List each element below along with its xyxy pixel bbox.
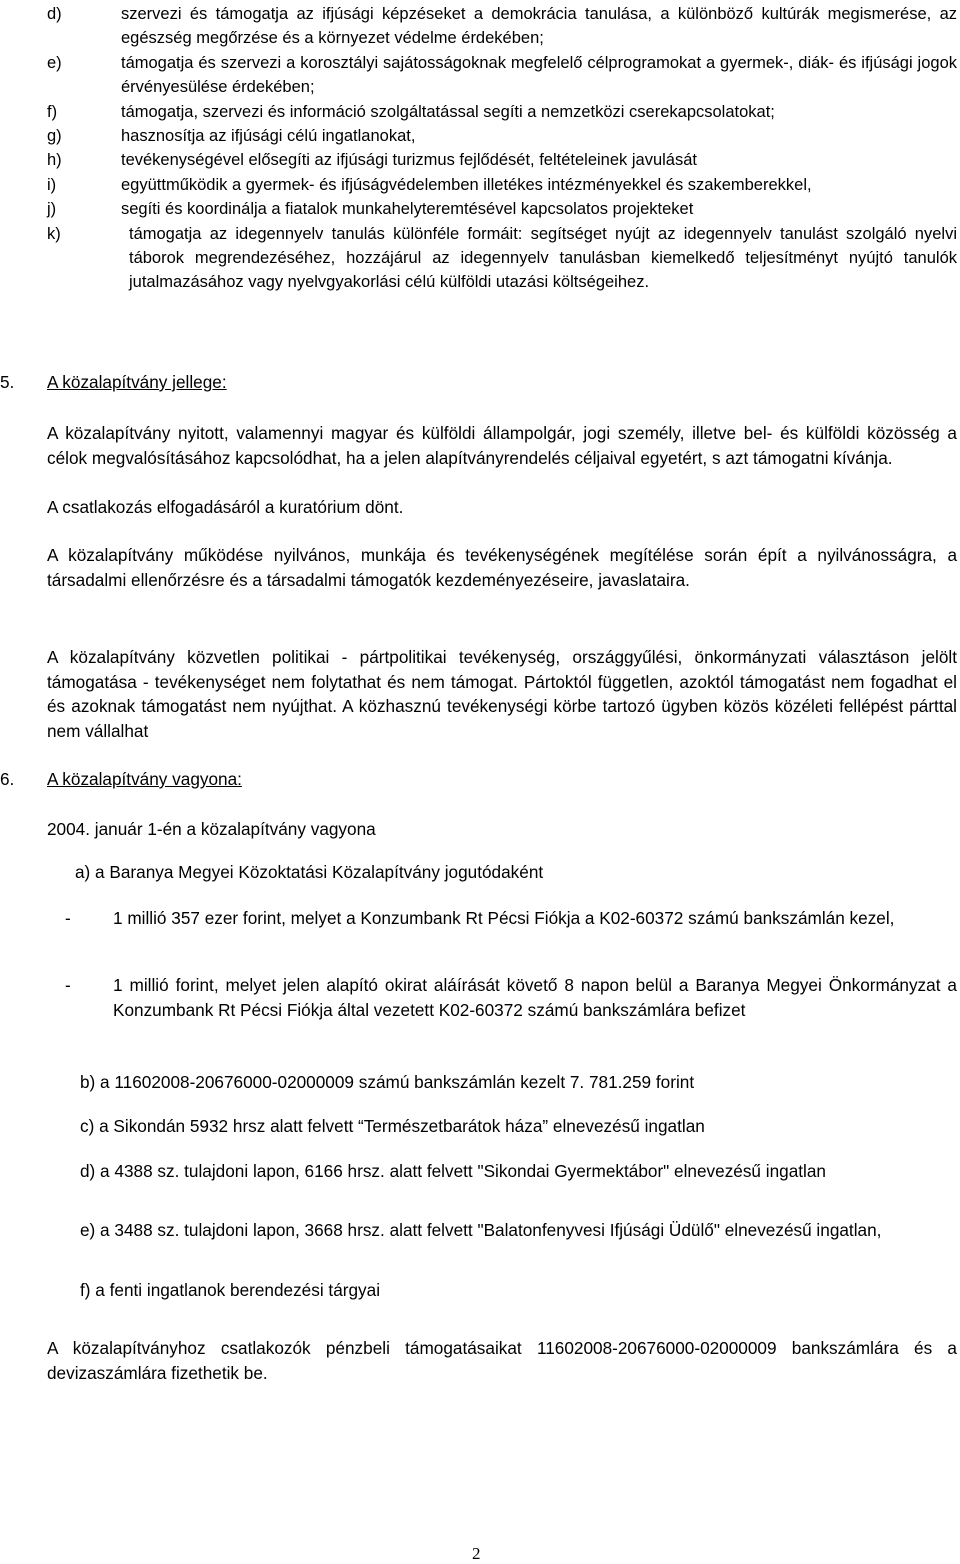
dash-marker: - <box>65 975 71 995</box>
list-text: tevékenységével elősegíti az ifjúsági turizmus fejlődését, feltételeinek javulását <box>121 151 697 170</box>
section-5-paragraph: A csatlakozás elfogadásáról a kuratórium dönt. <box>47 497 404 517</box>
dash-marker: - <box>65 908 71 928</box>
section-number: 5. <box>0 372 15 392</box>
list-text: támogatja és szervezi a korosztályi sajátosságoknak megfelelő célprogramokat a gyermek-, diák- és ifjúsági jogok érvényesülése érdekében; <box>121 53 957 97</box>
list-item <box>47 100 957 124</box>
section-title: A közalapítvány vagyona: <box>47 769 242 789</box>
asset-item-c: c) a Sikondán 5932 hrsz alatt felvett “Természetbarátok háza” elnevezésű ingatlan <box>80 1116 705 1136</box>
list-item <box>47 2 957 51</box>
list-marker: g) <box>47 127 62 146</box>
asset-item-e: e) a 3488 sz. tulajdoni lapon, 3668 hrsz. alatt felvett "Balatonfenyvesi Ifjúsági Üdülő" elnevezésű ingatlan, <box>80 1220 882 1240</box>
section-title: A közalapítvány jellege: <box>47 372 227 392</box>
list-item <box>47 173 957 197</box>
list-marker: k) <box>47 224 61 243</box>
list-text: támogatja az idegennyelv tanulás különféle formáit: segítséget nyújt az idegennyelv tanulást szolgáló nyelvi táborok megrendezéséhez, hozzájárul az idegennyelv tanulásban kiemelkedő teljesítményt nyújtó tanulók jutalmazásához vagy nyelvgyakorlási célú külföldi utazási költségeihez. <box>129 224 957 292</box>
asset-item-b: b) a 11602008-20676000-02000009 számú bankszámlán kezelt 7. 781.259 forint <box>80 1072 695 1092</box>
closing-paragraph: A közalapítványhoz csatlakozók pénzbeli támogatásaikat 11602008-20676000-02000009 bankszámlára és a devizaszámlára fizethetik be. <box>47 1338 957 1383</box>
assets-intro: 2004. január 1-én a közalapítvány vagyona <box>47 819 376 839</box>
dash-text: 1 millió 357 ezer forint, melyet a Konzumbank Rt Pécsi Fiókja a K02-60372 számú bankszámlán kezel, <box>113 908 895 928</box>
list-marker: h) <box>47 151 62 170</box>
list-marker: i) <box>47 175 57 194</box>
asset-dash-item <box>47 973 957 1022</box>
list-text: segíti és koordinálja a fiatalok munkahelyteremtésével kapcsolatos projekteket <box>121 200 694 219</box>
dash-text: 1 millió forint, melyet jelen alapító okirat aláírását követő 8 napon belül a Baranya Megyei Önkormányzat a Konzumbank Rt Pécsi Fiókja által vezetett K02-60372 számú bankszámlára befizet <box>113 975 957 1020</box>
list-text: támogatja, szervezi és információ szolgáltatással segíti a nemzetközi cserekapcsolatokat; <box>121 102 775 121</box>
section-number: 6. <box>0 769 15 789</box>
list-item <box>47 124 957 148</box>
list-item <box>47 51 957 100</box>
page-number: 2 <box>472 1544 481 1563</box>
asset-item-a: a) a Baranya Megyei Közoktatási Közalapítvány jogutódaként <box>75 862 544 882</box>
list-marker: e) <box>47 53 62 72</box>
asset-item-f: f) a fenti ingatlanok berendezési tárgyai <box>80 1280 381 1300</box>
list-item <box>47 148 957 172</box>
section-5-paragraph: A közalapítvány nyitott, valamennyi magyar és külföldi állampolgár, jogi személy, illetve bel- és külföldi közösség a célok megvalósításához kapcsolódhat, ha a jelen alapítványrendelés céljaival egyetért, s azt támogatni kívánja. <box>47 423 957 468</box>
list-marker: j) <box>47 200 57 219</box>
purpose-list <box>47 2 957 295</box>
list-item <box>47 222 957 295</box>
list-text: hasznosítja az ifjúsági célú ingatlanokat, <box>121 127 416 146</box>
asset-dash-item <box>47 906 957 931</box>
list-text: együttműködik a gyermek- és ifjúságvédelemben illetékes intézményekkel és szakemberekkel, <box>121 175 812 194</box>
list-marker: f) <box>47 102 58 121</box>
asset-item-d: d) a 4388 sz. tulajdoni lapon, 6166 hrsz. alatt felvett "Sikondai Gyermektábor" elnevezésű ingatlan <box>80 1161 826 1181</box>
list-text: szervezi és támogatja az ifjúsági képzéseket a demokrácia tanulása, a különböző kultúrák megismerése, az egészség megőrzése és a környezet védelme érdekében; <box>121 5 957 48</box>
list-marker: d) <box>47 5 62 23</box>
section-5-paragraph: A közalapítvány működése nyilvános, munkája és tevékenységének megítélése során épít a nyilvánosságra, a társadalmi ellenőrzésre és a társadalmi támogatók kezdeményezéseire, javaslataira. <box>47 545 957 590</box>
list-item <box>47 197 957 221</box>
section-5-paragraph: A közalapítvány közvetlen politikai - pártpolitikai tevékenység, országgyűlési, önkormányzati választáson jelölt támogatása - tevékenységet nem folytathat és nem támogat. Pártoktól független, azoktól támogatást nem fogadhat el és azoknak támogatást nem nyújthat. A közhasznú tevékenységi körbe tartozó ügyben közös közéleti fellépést párttal nem vállalhat <box>47 647 957 741</box>
